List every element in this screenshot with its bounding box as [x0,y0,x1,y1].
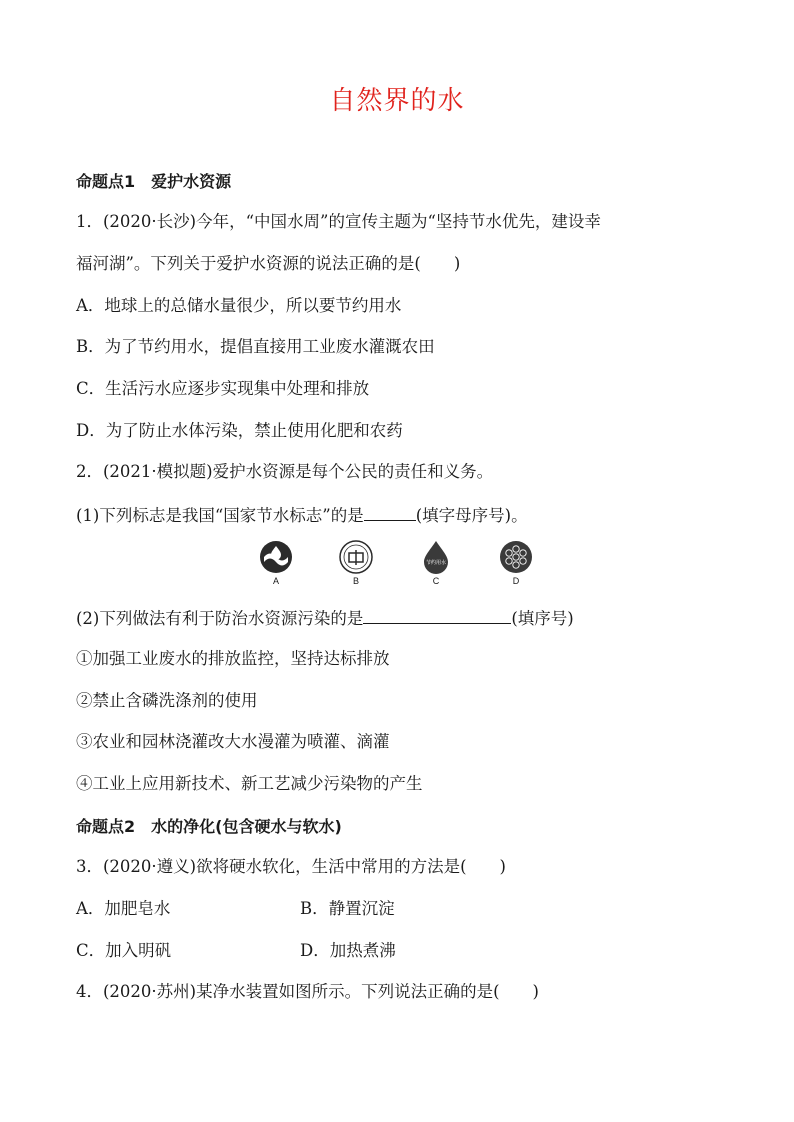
q2-sub2-suffix: (填序号) [511,609,574,628]
q2-item-3: ③农业和园林浇灌改大水漫灌为喷灌、滴灌 [76,732,390,751]
logo-d-label: D [512,576,520,586]
section-heading-1: 命题点1 爱护水资源 [76,172,232,191]
q1-option-c: C．生活污水应逐步实现集中处理和排放 [76,379,370,398]
drop-on-dark-circle-icon [259,540,293,574]
q2-sub2-text: (2)下列做法有利于防治水资源污染的是 [76,609,364,628]
q3-options-row2 [76,941,396,961]
logo-a [256,540,296,586]
answer-blank-2[interactable] [363,607,511,624]
q2-sub1 [76,504,528,526]
logo-b [336,540,376,586]
q2-sub1-suffix: (填字母序号)。 [415,506,528,525]
logo-a-label: A [272,576,279,586]
q1-stem-line2: 福河湖”。下列关于爱护水资源的说法正确的是( ) [76,254,461,273]
q3-options-row1 [76,899,395,919]
logo-b-label: B [352,576,359,586]
q3-option-b: B．静置沉淀 [300,899,395,918]
q1-option-d: D．为了防止水体污染，禁止使用化肥和农药 [76,421,403,440]
q3-stem: 3．(2020·遵义)欲将硬水软化，生活中常用的方法是( ) [76,857,506,876]
q3-option-c: C．加入明矾 [76,941,172,960]
q2-item-1: ①加强工业废水的排放监控，坚持达标排放 [76,649,390,668]
logo-c-label: C [432,576,440,586]
logo-d [496,540,536,586]
q3-option-d: D．加热煮沸 [300,941,396,960]
flower-pattern-circle-icon [499,540,533,574]
q2-item-4: ④工业上应用新技术、新工艺减少污染物的产生 [76,774,423,793]
page-title: 自然界的水 [329,86,465,116]
water-saving-logos [254,540,544,596]
q4-stem: 4．(2020·苏州)某净水装置如图所示。下列说法正确的是( ) [76,982,539,1001]
q1-option-a: A．地球上的总储水量很少，所以要节约用水 [76,296,402,315]
q1-stem-line1: 1．(2020·长沙)今年，“中国水周”的宣传主题为“坚持节水优先，建设幸 [76,212,601,231]
q2-stem: 2．(2021·模拟题)爱护水资源是每个公民的责任和义务。 [76,462,494,481]
q3-option-a: A．加肥皂水 [76,899,171,918]
q2-sub1-text: (1)下列标志是我国“国家节水标志”的是 [76,506,364,525]
q2-sub2 [76,607,574,629]
logo-c-text: 节约用水 [425,560,447,566]
seal-circle-icon [339,540,373,574]
q2-item-2: ②禁止含磷洗涤剂的使用 [76,691,258,710]
q1-option-b: B．为了节约用水，提倡直接用工业废水灌溉农田 [76,337,435,356]
water-drop-badge-icon [419,540,453,574]
section-heading-2: 命题点2 水的净化(包含硬水与软水) [76,817,342,836]
logo-c [416,540,456,586]
answer-blank-1[interactable] [364,504,416,521]
